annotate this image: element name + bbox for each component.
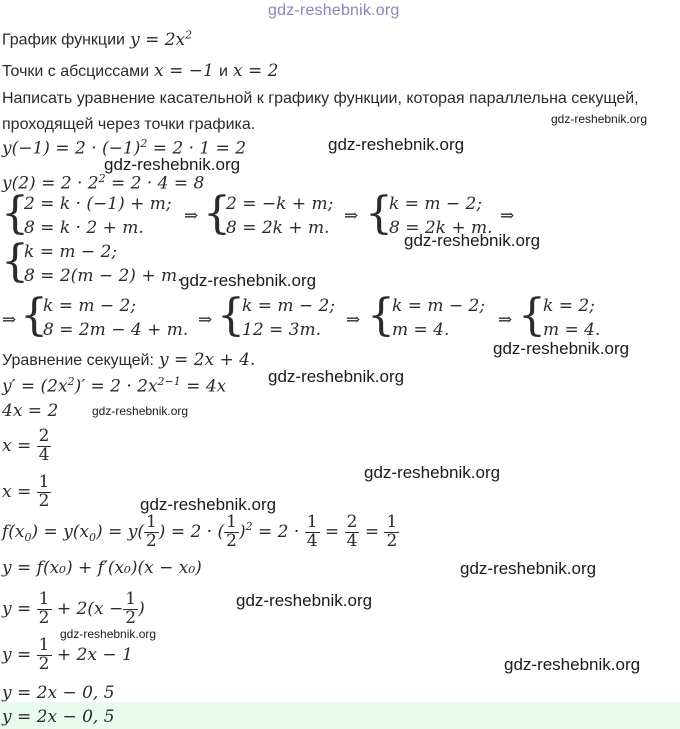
secant-line (2, 350, 255, 370)
system-8-eq-a: k = 2; (543, 296, 595, 316)
x2-value: x = 2 (232, 61, 279, 81)
system-8-eq-b: m = 4. (543, 320, 601, 340)
implies-arrow: ⇒ (500, 206, 515, 226)
watermark-large: gdz-reshebnik.org (268, 367, 405, 386)
fraction-denominator: 2 (38, 607, 50, 628)
implies-arrow: ⇒ (2, 310, 17, 330)
fx0-part-e: ) (238, 521, 246, 542)
system-1-eq-b: 8 = k · 2 + m. (24, 218, 144, 238)
watermark-large: gdz-reshebnik.org (460, 559, 597, 578)
fraction-1-2 (384, 514, 399, 551)
system-6-eq-b: 12 = 3m. (242, 320, 322, 340)
fraction-numerator: 2 (38, 426, 50, 446)
system-brace: { (1, 236, 29, 287)
and-word: и (218, 63, 228, 80)
system-brace: { (20, 290, 48, 341)
derivative-part-e: = 4x (180, 376, 227, 397)
fraction-denominator: 2 (38, 490, 50, 511)
closing-paren: ) (138, 598, 145, 619)
fx0-part-a: f(x (2, 521, 25, 542)
y2-part-a: y(2) = 2 · 2 (2, 173, 99, 194)
y1-part-a: y(−1) = 2 · (−1) (2, 138, 141, 159)
watermark-large: gdz-reshebnik.org (404, 231, 541, 250)
watermark-large: gdz-reshebnik.org (236, 591, 373, 610)
fraction-numerator: 1 (38, 589, 50, 609)
fraction-1-2 (37, 474, 52, 511)
watermark-large: gdz-reshebnik.org (140, 495, 277, 514)
fraction-numerator: 1 (386, 512, 398, 532)
fx0-part-f: = 2 · (252, 521, 300, 542)
equation-4x: 4x = 2 (2, 401, 59, 421)
watermark-large: gdz-reshebnik.org (328, 135, 465, 154)
fraction-numerator: 2 (346, 512, 358, 532)
watermark-large: gdz-reshebnik.org (493, 339, 630, 358)
tangent-general: y = f(x₀) + f′(x₀)(x − x₀) (2, 558, 202, 578)
system-5-eq-b: 8 = 2m − 4 + m. (43, 320, 189, 340)
fraction-1-2 (37, 637, 52, 674)
equals-sign: = (324, 521, 340, 542)
x-two-fourths (2, 428, 51, 465)
f-x0-line (2, 514, 399, 551)
final-answer: y = 2x − 0, 5 (2, 707, 115, 727)
system-5-eq-a: k = m − 2; (43, 296, 137, 316)
fraction-denominator: 4 (38, 444, 50, 465)
tangent-step-2-rest: + 2x − 1 (56, 644, 133, 665)
fraction-denominator: 2 (38, 653, 50, 674)
fraction-1-2 (37, 591, 52, 628)
secant-label: Уравнение секущей: (2, 352, 154, 369)
derivative-power-1: 2 (67, 375, 75, 388)
fraction-1-4 (305, 514, 320, 551)
fraction-1-2 (224, 514, 239, 551)
system-7-eq-a: k = m − 2; (392, 296, 486, 316)
task-line-2: проходящей через точки графика. (2, 116, 256, 133)
tangent-result: y = 2x − 0, 5 (2, 683, 115, 703)
fraction-numerator: 1 (125, 589, 137, 609)
watermark-large: gdz-reshebnik.org (504, 655, 641, 674)
fraction-numerator: 1 (306, 512, 318, 532)
watermark-large: gdz-reshebnik.org (104, 155, 241, 174)
fraction-numerator: 1 (226, 512, 237, 532)
x-equals: x = (2, 435, 32, 456)
equals-sign: = (364, 521, 380, 542)
fraction-numerator: 1 (38, 635, 50, 655)
fraction-2-4 (345, 514, 360, 551)
fraction-2-4 (37, 428, 52, 465)
y1-part-c: = 2 · 1 = 2 (147, 138, 247, 159)
implies-arrow: ⇒ (346, 310, 361, 330)
points-line (2, 61, 278, 81)
graph-label: График функции (2, 31, 125, 49)
watermark-small: gdz-reshebnik.org (551, 112, 648, 126)
task-line-1: Написать уравнение касательной к графику функции, которая параллельна секущей, (2, 90, 639, 107)
derivative-power-2: 2−1 (157, 375, 181, 388)
watermark-large: gdz-reshebnik.org (180, 271, 317, 290)
secant-equation: y = 2x + 4. (159, 350, 256, 370)
y2-part-c: = 2 · 4 = 8 (105, 173, 205, 194)
system-brace: { (365, 188, 393, 239)
system-brace: { (1, 188, 29, 239)
system-2-eq-a: 2 = −k + m; (226, 194, 334, 214)
x-one-half (2, 474, 51, 511)
system-brace: { (367, 290, 395, 341)
derivative-line (2, 375, 226, 397)
fraction-denominator: 2 (125, 607, 137, 628)
watermark-large: gdz-reshebnik.org (364, 463, 501, 482)
derivative-part-a: y′ = (2x (2, 376, 68, 397)
y1-power: 2 (140, 137, 148, 150)
x-equals: x = (2, 481, 32, 502)
system-6-eq-a: k = m − 2; (242, 296, 336, 316)
tangent-step-1-mid: + 2(x − (56, 598, 124, 619)
fraction-1-2 (144, 514, 159, 551)
subscript-zero: 0 (89, 531, 97, 545)
implies-arrow: ⇒ (498, 310, 513, 330)
system-brace: { (518, 290, 546, 341)
function-power: 2 (185, 28, 193, 41)
system-brace: { (217, 290, 245, 341)
fraction-1-2 (123, 591, 138, 628)
implies-arrow: ⇒ (184, 206, 199, 226)
system-2-eq-b: 8 = 2k + m. (226, 218, 330, 238)
fx0-part-c: ) = y( (96, 521, 144, 542)
system-1-eq-a: 2 = k · (−1) + m; (24, 194, 172, 214)
fraction-numerator: 1 (145, 512, 157, 532)
y-equals: y = (2, 598, 32, 619)
fraction-numerator: 1 (38, 472, 50, 492)
implies-arrow: ⇒ (344, 206, 359, 226)
fx0-part-d: ) = 2 · ( (158, 521, 225, 542)
points-label: Точки с абсциссами (2, 63, 150, 80)
system-7-eq-b: m = 4. (392, 320, 450, 340)
fraction-denominator: 2 (226, 530, 237, 551)
watermark-small: gdz-reshebnik.org (92, 404, 189, 418)
tangent-step-2 (2, 637, 133, 674)
derivative-part-c: )′ = 2 · 2x (74, 376, 158, 397)
y2-power: 2 (98, 172, 106, 185)
function-formula (130, 30, 192, 50)
watermark-small: gdz-reshebnik.org (60, 627, 157, 641)
tangent-step-1 (2, 591, 145, 628)
subscript-zero: 0 (24, 531, 32, 545)
y-two (2, 172, 204, 194)
system-brace: { (203, 188, 231, 239)
x1-value: x = −1 (154, 61, 214, 81)
watermark-top: gdz-reshebnik.org (268, 2, 400, 19)
implies-arrow: ⇒ (198, 310, 213, 330)
fraction-denominator: 2 (386, 530, 398, 551)
fraction-denominator: 4 (346, 530, 358, 551)
system-4-eq-a: k = m − 2; (24, 242, 118, 262)
fraction-denominator: 2 (145, 530, 157, 551)
system-3-eq-a: k = m − 2; (389, 194, 483, 214)
system-4-eq-b: 8 = 2(m − 2) + m. (24, 266, 183, 286)
function-base: y = 2x (130, 29, 186, 50)
system-3-eq-b: 8 = 2k + m. (389, 218, 493, 238)
graph-line (2, 28, 192, 50)
fraction-denominator: 4 (306, 530, 318, 551)
fx0-part-b: ) = y(x (31, 521, 90, 542)
power-two: 2 (245, 520, 253, 534)
y-equals: y = (2, 644, 32, 665)
